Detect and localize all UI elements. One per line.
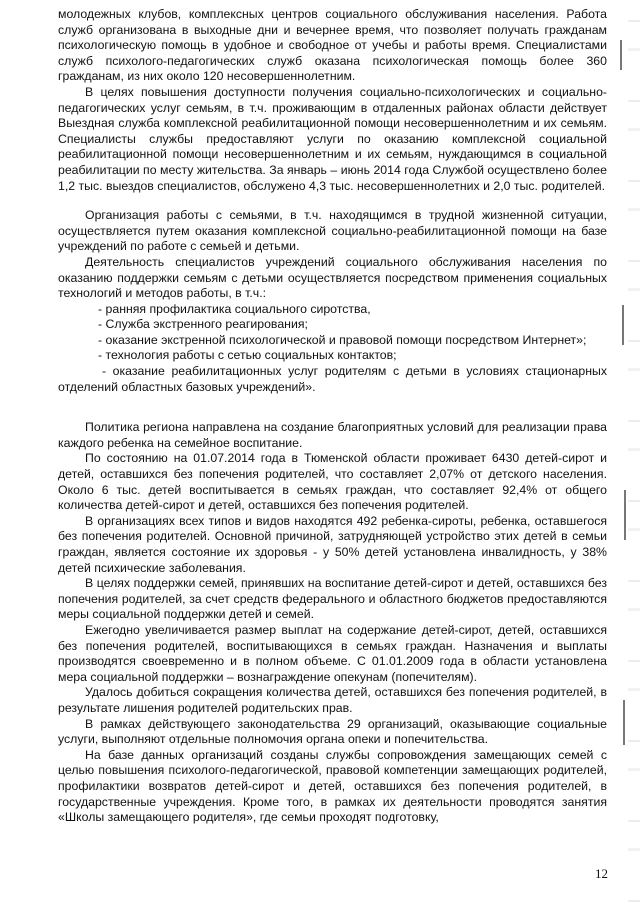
list-item: - технология работы с сетью социальных контактов; (98, 348, 397, 363)
paragraph-regional-policy: Политика региона направлена на создание благоприятных условий для реализации права каждого ребенка на семейное воспитание. (58, 420, 607, 450)
paragraph-intro-continued: молодежных клубов, комплексных центров социального обслуживания населения. Работа служб организована в выходные дни и вечернее время, что позволяет получать гражданам психологическую помощь в удобное и свободное от учебы и работы время. Специалистами служб психолого-педагогических служб оказана психологическая помощь более 360 гражданам, из них около 120 несовершеннолетним. (58, 7, 607, 84)
paragraph-institutions: В организациях всех типов и видов находятся 492 ребенка-сироты, ребенка, оставшегося без попечения родителей. Основной причиной, затрудняющей устройство этих детей в семьи граждан, является состояние их здоровья - у 50% детей установлена инвалидность, у 38% детей психические заболевания. (58, 513, 607, 575)
list-item: - оказание экстренной психологической и правовой помощи посредством Интернет»; (98, 332, 587, 347)
paragraph-guardianship-organizations: В рамках действующего законодательства 29 организаций, оказывающие социальные услуги, выполняют отдельные полномочия органа опеки и попечительства. (58, 716, 607, 747)
list-item: - ранняя профилактика социального сиротства, (98, 301, 371, 316)
paragraph-reduction: Удалось добиться сокращения количества детей, оставшихся без попечения родителей, в результате лишения родителей родительских прав. (58, 685, 607, 715)
scan-edge-mark (622, 305, 624, 345)
paragraph-family-support: В целях поддержки семей, принявших на воспитание детей-сирот и детей, оставшихся без попечения родителей, за счет средств федерального и областного бюджетов предоставляются меры социальной поддержки детей и семей. (58, 576, 607, 622)
paragraph-support-services: На базе данных организаций созданы службы сопровождения замещающих семей с целью повышения психолого-педагогической, правовой компетенции замещающих родителей, профилактики возвратов детей-сирот и детей, оставшихся без попечения родителей, в государственные учреждения. Кроме того, в рамках их деятельности проводятся занятия «Школы замещающего родителя», где семьи проходят подготовку, (58, 747, 607, 825)
technology-list (58, 301, 607, 396)
list-item: - оказание реабилитационных услуг родителям с детьми в условиях стационарных отделений областных базовых учреждений». (58, 364, 607, 394)
scan-edge-mark (623, 700, 625, 745)
paragraph-payments: Ежегодно увеличивается размер выплат на содержание детей-сирот, детей, оставшихся без попечения родителей, воспитывающихся в семьях граждан. Назначения и выплаты производятся своевременно и в полном объеме. С 01.01.2009 года в области установлена мера социальной поддержки – вознаграждение опекунам (попечителям). (58, 622, 607, 684)
list-item: - Служба экстренного реагирования; (98, 317, 308, 332)
paragraph-family-work: Организация работы с семьями, в т.ч. находящимся в трудной жизненной ситуации, осуществляется путем оказания комплексной социально-реабилитационной помощи на базе учреждений по работе с семьей и детьми. (58, 208, 607, 254)
paragraph-orphan-statistics: По состоянию на 01.07.2014 года в Тюменской области проживает 6430 детей-сирот и детей, оставшихся без попечения родителей, что составляет 2,07% от детского населения. Около 6 тыс. детей воспитывается в семьях граждан, что составляет 92,4% от общего количества детей-сирот и детей, оставшихся без попечения родителей. (58, 451, 607, 513)
document-body (58, 7, 607, 826)
page-number: 12 (595, 866, 608, 881)
scan-edge-shadow (628, 0, 640, 905)
paragraph-outreach-service: В целях повышения доступности получения социально-психологических и социально-педагогических услуг семьям, в т.ч. проживающим в отдаленных районах области действует Выездная служба комплексной реабилитационной помощи несовершеннолетним и их семьям. Специалисты службы предоставляют услуги по оказанию комплексной социальной реабилитационной помощи несовершеннолетним и их семьям, нуждающимся в социальной реабилитации по месту жительства. За январь – июнь 2014 года Службой осуществлено более 1,2 тыс. выездов специалистов, обслужено 4,3 тыс. несовершеннолетних и 2,0 тыс. родителей. (58, 84, 607, 193)
paragraph-specialists-activity: Деятельность специалистов учреждений социального обслуживания населения по оказанию поддержки семьям с детьми осуществляется посредством применения социальных технологий и методов работы, в т.ч.: (58, 254, 607, 301)
scan-edge-mark (624, 490, 626, 540)
scan-edge-mark (620, 40, 622, 70)
